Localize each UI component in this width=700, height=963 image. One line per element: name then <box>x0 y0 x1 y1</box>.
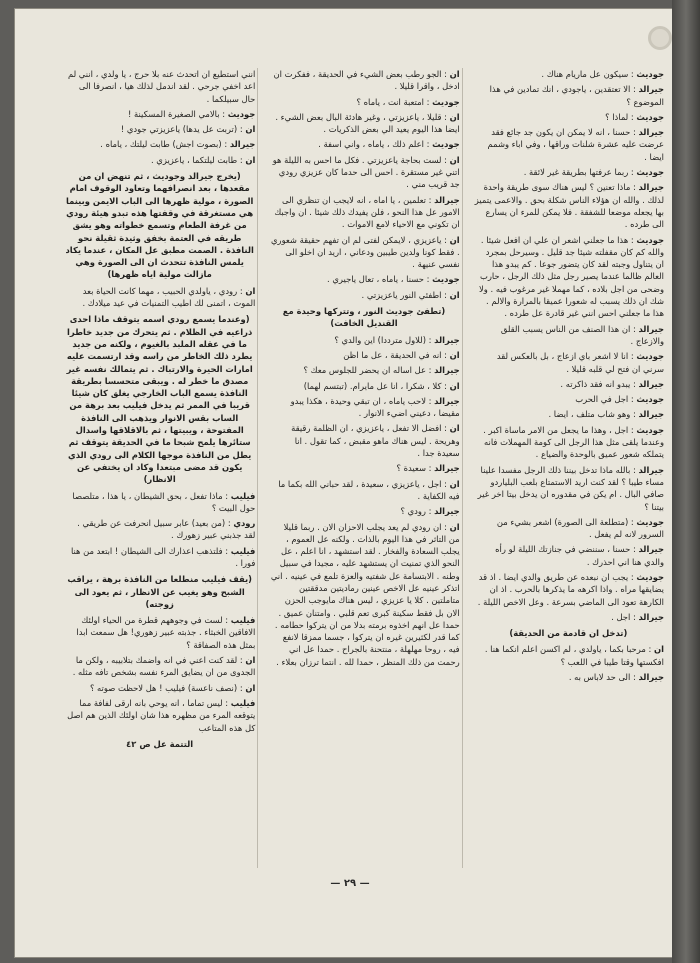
stage-direction: التتمة عل ص ٤٢ <box>126 738 194 749</box>
speaker-name: ان <box>245 682 256 693</box>
speaker-name: جيرالد <box>434 506 460 517</box>
speaker-name: جيرالد <box>638 611 664 622</box>
speaker-name: جوديث <box>636 394 664 405</box>
dialogue-text: سعيدة ؟ <box>396 463 426 474</box>
column-middle <box>266 68 462 868</box>
dialogue-text: اجل . <box>611 611 631 622</box>
dialogue-line: ان : اجل ، ياعزيزي ، سعيدة ، لقد حباني الله بكما ما فيه الكفاية . <box>278 478 460 501</box>
dialogue-text: لقد كنت اعني في انه واضمك بتلابيبه ، ولكن ما الجدوى من ان يضايق المرء نفسه بشخص تافه مثله . <box>72 655 256 678</box>
dialogue-text: انا لا اشعر باي ازعاج ، بل بالعكس لقد سرني ان فتح لي قلبه قليلا . <box>496 351 664 374</box>
dialogue-text: بالامي الصغيرة المسكينة ! <box>128 108 220 119</box>
stage-direction: (يقف فيليب منطلعا من النافذة برهة ، يراقب الشبح وهو يغيب عن الانظار ، ثم يعود الى زوجته) <box>67 574 252 609</box>
speaker-name: جوديث <box>432 139 460 150</box>
column-right <box>471 68 666 868</box>
speaker-name: جوديث <box>636 516 664 527</box>
dialogue-line: جوديث : هذا ما جعلني اشعر ان علي ان افعل شيئا . والله كم كان مقفلته شيئا جد قليل . وسيرحل بمجرد ان يتناول وجبته لقد كان يتضور جوعا . كم يبدو هذا العالم ظالما عندما يصير رجل مثل ذلك الرجل ، حارب وضحى من اجل بلاده ، كما مهملا غير مرغوب فيه . ولا شك ان ذلك يسبب له شعورا عميقا بالمرارة والالم . هذا ما جعلني احس انني غير قادرة عل طرده . <box>479 234 664 319</box>
dialogue-text: (بصوت اجش) طابت ليلتك ، ياماه . <box>100 139 222 150</box>
speaker-name: ان <box>449 234 460 245</box>
dialogue-text: (نصف ناعسة) فيليب ! هل لاحظت صوته ؟ <box>89 682 238 693</box>
dialogue-line: جيرالد : ان هذا الصنف من الناس يسبب القلق والازعاج . <box>500 323 664 346</box>
speaker-name: جيرالد <box>229 139 256 150</box>
dialogue-text: حسنا ، سننضي في جنازتك الليلة لو رأه والدي هنا اني احذرك . <box>495 544 664 567</box>
dialogue-line: ان : الجو رطب بعض الشيء في الحديقة ، ففكرت ان ادخل ، واقرا قليلا . <box>273 69 460 92</box>
speaker-name: جيرالد <box>434 334 460 345</box>
dialogue-text: ان رودي لم يعد يجلب الاحزان الان . ربما قليلا من التاثر في هذا اليوم بالذات . ولكنه عل العموم ، يجلب السعادة والفخار . لقد استشهد ، انا اعلم ، عل النحو الذي تمنيت ان يستشهد عليه ، مجيدا في سبيل وطنه . الابتسامة عل شفتيه والعزة تلمع في عينيه . اني اتذكر عينيه عل الاخص عينين رماديتين مدققتين متاملتين . كلا يا عزيزي ، ليس هناك مايوجب الحزن الان بل فقط سكينة كبرى تعم قلبي . وامتنان عميق . حمدا عل انهم اخذوه برمته بدلا من ان يتركوا حطامه . كما قدر لكثيرين غيره ان يتركوا ، جسما ممزقا لانفع فيه ، روحا مهلهلة ، منتحنة بالجراح . حمدا عل اني رحمت من ذلك المنظر ، حمدا لله . انتما ترزان بعلاء . <box>270 521 460 667</box>
dialogue-text: وهو شاب متلف ، ايضا . <box>548 409 631 420</box>
dialogue-text: كلا ، شكرا ، انا عل مايرام. (تبتسم لهما) <box>303 380 442 391</box>
dialogue-text: بالله ماذا تدخل بيننا ذلك الرجل مفسدا علينا مساء طيبا ؟ لقد كنت اريد الاستمتاع بلعب البلياردو صافي البال . ام يكن في مقدوره ان يدخل بيتا اخر غير بيتنا ؟ <box>477 464 664 512</box>
dialogue-text: اجل في الحرب <box>575 394 629 405</box>
dialogue-line: جيرالد : حسنا ، انه لا يمكن ان يكون جد جائع فقد عرضت عليه عشرة شلنات وراقها ، وفي اباء وشمم ايضا . <box>487 127 664 162</box>
dialogue-line: جوديث : حسنا ، ياماه ، تعال ياجيري . <box>327 274 460 285</box>
dialogue-line: جيرالد : حسنا ، سننضي في جنازتك الليلة لو رأه والدي هنا اني احذرك . <box>495 544 664 567</box>
dialogue-text: لماذا ؟ <box>605 111 629 122</box>
dialogue-line: ان : (نصف ناعسة) فيليب ! هل لاحظت صوته ؟ <box>89 682 256 693</box>
speaker-name: رودي <box>233 518 256 529</box>
page-number: — ٢٩ — <box>330 878 370 889</box>
dialogue-line: جوديث : بالامي الصغيرة المسكينة ! <box>128 108 256 119</box>
dialogue-text: الا تعتقدين ، ياجودي ، انك تمادين في هذا الموضوع ؟ <box>489 84 664 107</box>
dialogue-line: فيليب : فلتذهب اعذارك الى الشيطان ! ابتعد من هنا فورا . <box>70 545 256 568</box>
dialogue-text: سيكون عل ماريام هناك . <box>541 69 629 79</box>
dialogue-line: جوديث : امتعبة انت ، ياماه ؟ <box>356 96 460 107</box>
speaker-name: ان <box>449 478 460 489</box>
dialogue-text: لاحب ياماه ، ان تبقي وحيدة ، هكذا يبدو مقيضا ، دعيني اضيء الانوار . <box>290 395 460 419</box>
dialogue-line: جيرالد : (للاول مترددا) اين والدي ؟ <box>334 334 460 345</box>
dialogue-text: مرحبا بكما ، ياولدي ، لم اكسن اعلم انكما هنا . افكستها وقتا طيبا في اللعب ؟ <box>484 644 664 667</box>
dialogue-text: (تربت عل يدها) ياعزيزتي جودي ! <box>120 124 238 135</box>
speaker-name: جيرالد <box>434 365 460 376</box>
dialogue-text: اعلم ذلك ، ياماه ، واني اسفة . <box>318 139 424 150</box>
dialogue-text: (متطلعة الى الصورة) اشعر بشيء من السرور لانه لم يفعل . <box>496 516 664 540</box>
speaker-name: جوديث <box>636 351 664 362</box>
dialogue-line: جيرالد : الا تعتقدين ، ياجودي ، انك تمادين في هذا الموضوع ؟ <box>489 84 664 107</box>
dialogue-line <box>66 68 255 105</box>
dialogue-line: ان : افضل الا تفعل ، ياعزيزي ، ان الظلمة رقيقة وهريحة . ليس هناك ماهو مقبض ، كما تقول . انا سعيدة جدا . <box>291 423 460 459</box>
speaker-name: جوديث <box>432 274 460 285</box>
speaker-name: ان <box>449 154 460 165</box>
dialogue-text: اطفئي النور ياعزيزتي . <box>361 289 442 300</box>
dialogue-text: افضل الا تفعل ، ياعزيزي ، ان الظلمة رقيقة وهريحة . ليس هناك ماهو مقبض ، كما تقول . انا سعيدة جدا . <box>291 423 460 459</box>
text-columns <box>62 68 666 868</box>
dialogue-text: طابت ليلتكما ، ياعزيزي . <box>150 154 238 165</box>
dialogue-line: رودي : (من بعيد) عابر سبيل انحرفت عن طريقي . لقد جذبني عبير زهورك . <box>77 518 256 541</box>
dialogue-line: ان : مرحبا بكما ، ياولدي ، لم اكسن اعلم انكما هنا . افكستها وقتا طيبا في اللعب ؟ <box>484 644 664 667</box>
speaker-name: جوديث <box>636 571 664 582</box>
speaker-name: جيرالد <box>638 378 664 389</box>
dialogue-line: جيرالد : رودي ؟ <box>400 506 460 517</box>
speaker-name: جيرالد <box>638 127 664 138</box>
dialogue-text: حسنا ، ياماه ، تعال ياجيري . <box>327 274 424 285</box>
dialogue-line: جيرالد : يبدو انه فقد ذاكرته . <box>560 378 664 389</box>
speaker-name: ان <box>245 655 256 666</box>
dialogue-line: ان : لست بحاجة ياعزيزتي . فكل ما احس به الليلة هو اتني غير مستقرة . احس الى حدما كان عزيزي رودي جد قريب مني . <box>272 154 460 190</box>
speaker-name: ان <box>449 423 460 434</box>
dialogue-text: قليلا ، ياعزيزتي ، وغير هادئة البال بعض الشيء . ايضا هذا اليوم يعيد الي بعض الذكريات . <box>275 111 460 135</box>
speaker-name: جيرالد <box>434 395 460 406</box>
dialogue-text: يجب ان نبعده عن طريق والدي ايضا . اذ قد يضايقها مراه . واذا اكرهه ما يذكرها بالحرب . اذ ان الكارهة تعود الى الماضي بسرعة . وعل الاخص الليلة . <box>477 571 664 607</box>
dialogue-line: جيرالد : وهو شاب متلف ، ايضا . <box>548 409 664 420</box>
dialogue-line: ان : كلا ، شكرا ، انا عل مايرام. (تبتسم لهما) <box>303 380 460 391</box>
speaker-name: جيرالد <box>638 323 664 334</box>
dialogue-text: تعلمين ، يا اماه ، انه لايجب ان تنظري الى الامور عل هذا النحو ، فلن يفيدك ذلك شيئا . ان واجبك ان تكوني مع الاحياء لامع الاموات . <box>274 194 460 230</box>
dialogue-line: جوديث : اعلم ذلك ، ياماه ، واني اسفة . <box>318 139 460 150</box>
dialogue-text: الى حد لاباس به . <box>568 672 631 683</box>
dialogue-text: (للاول مترددا) اين والدي ؟ <box>334 334 426 345</box>
speaker-name: جوديث <box>636 424 664 435</box>
speaker-name: جوديث <box>636 234 664 245</box>
speaker-name: جيرالد <box>638 182 664 193</box>
dialogue-line: جوديث : انا لا اشعر باي ازعاج ، بل بالعكس لقد سرني ان فتح لي قلبه قليلا . <box>496 351 664 374</box>
speaker-name: جوديث <box>432 96 460 107</box>
speaker-name: جيرالد <box>638 464 664 475</box>
speaker-name: جوديث <box>636 167 664 178</box>
speaker-name: جيرالد <box>638 544 664 555</box>
speaker-name: ان <box>449 349 460 360</box>
dialogue-line: جيرالد : بالله ماذا تدخل بيننا ذلك الرجل مفسدا علينا مساء طيبا ؟ لقد كنت اريد الاستمتاع بلعب البلياردو صافي البال . ام يكن في مقدوره ان يدخل بيتا اخر غير بيتنا ؟ <box>477 464 664 512</box>
dialogue-text: ليس تماما ، انه يوحي بانه ارقى لفافة مما يتوقعه المرء من مظهره هذا شان اولئك الذين هم اصل كل هذه المتاعب <box>67 697 256 733</box>
dialogue-line: جيرالد : الى حد لاباس به . <box>568 672 664 683</box>
dialogue-line: جوديث : يجب ان نبعده عن طريق والدي ايضا . اذ قد يضايقها مراه . واذا اكرهه ما يذكرها بالحرب . اذ ان الكارهة تعود الى الماضي بسرعة . وعل الاخص الليلة . <box>477 571 664 607</box>
magazine-page <box>14 8 686 958</box>
dialogue-text: عل اساله ان يحضر للجلوس معك ؟ <box>303 365 426 376</box>
dialogue-text: ماذا تعنين ؟ ليس هناك سوى طريقة واحدة لذلك . والله ان هؤلاء الناس شكلة بحق . والاعمى يتميز بها يجعله موضعا للشفقة . فلا يمكن للمرء ان يسارع الى طرده . <box>474 182 664 230</box>
dialogue-text: فلتذهب اعذارك الى الشيطان ! ابتعد من هنا فورا . <box>70 545 256 568</box>
speaker-name: جوديث <box>636 111 664 122</box>
stage-direction: (يخرج جيرالد وجوديث ، ثم تنهض ان من مقعدها ، بعد انصرافهما وتعاود الوقوف امام الصورة ، مولية ظهرها الى الباب الايمن وبينما هي مستغرقة في وقفتها هذه تبدو هيئة رودي من غرفة الطعام وتسمع خطواته وهو يشق طريقه في العتمة بخفق وثيدة ثقيلة نحو النافذة . الصمت مطبق عل المكان ، عندما يكاد يلمس النافذة تتحدث ان الى الصورة وهي مازالت مولية اياه ظهرها) <box>65 171 254 280</box>
speaker-name: ان <box>449 521 460 532</box>
dialogue-line: جيرالد : عل اساله ان يحضر للجلوس معك ؟ <box>303 365 460 376</box>
dialogue-line: ان : اطفئي النور ياعزيزتي . <box>361 289 460 300</box>
dialogue-line: فيليب : ليس تماما ، انه يوحي بانه ارقى لفافة مما يتوقعه المرء من مظهره هذا شان اولئك الذين هم اصل كل هذه المتاعب <box>67 697 256 733</box>
dialogue-text: انني استطيع ان اتحدث عنه بلا حرج ، يا ولدي ، انني لم اعد اخفي جرحي . لقد اندمل لذلك هيا ، انصرفا الى حال سبيلكما . <box>68 69 256 104</box>
speaker-name: فيليب <box>230 545 256 556</box>
speaker-name: ان <box>245 124 256 135</box>
dialogue-line: جيرالد : لاحب ياماه ، ان تبقي وحيدة ، هكذا يبدو مقيضا ، دعيني اضيء الانوار . <box>290 395 460 419</box>
speaker-name: ان <box>449 69 460 79</box>
dialogue-line: جوديث : اجل في الحرب <box>575 394 664 405</box>
dialogue-line: فيليب : لست في وجوههم قطرة من الحياء اولئك الافاقين الخبثاء . جذبته عبير زهوري! هل سمعت ابدا بمثل هذه الصفاقة ؟ <box>76 615 256 650</box>
dialogue-text: لست في وجوههم قطرة من الحياء اولئك الافاقين الخبثاء . جذبته عبير زهوري! هل سمعت ابدا بمثل هذه الصفاقة ؟ <box>76 615 256 650</box>
dialogue-line: جوديث : اجل ، وهذا ما يجعل من الامر ماساة اكبر . وعندما يلقى مثل هذا الرجل الى كومة المهملات فانه يتملكه شعور عميق بالوحدة والضياع . <box>483 424 664 460</box>
dialogue-text: حسنا ، انه لا يمكن ان يكون جد جائع فقد عرضت عليه عشرة شلنات وراقها ، وفي اباء وشمم ايضا . <box>487 127 664 162</box>
dialogue-line: جوديث : (متطلعة الى الصورة) اشعر بشيء من السرور لانه لم يفعل . <box>496 516 664 540</box>
dialogue-line: ان : انه في الحديقة ، عل ما اظن <box>343 349 460 360</box>
speaker-name: ان <box>245 285 256 296</box>
speaker-name: جيرالد <box>434 463 460 474</box>
dialogue-line: جوديث : ربما عرفتها بطريقة غير لائقة . <box>523 167 664 178</box>
dialogue-line: ان : ياعزيزي ، لايمكن لفتى لم ان تفهم حقيقة شعوري . فقط كونا ولدين طيبين ودعاني ، اريد ان اخلو الى نفسي عنيهة . <box>270 234 460 270</box>
speaker-name: فيليب <box>230 615 256 626</box>
dialogue-text: ربما عرفتها بطريقة غير لائقة . <box>523 167 629 178</box>
dialogue-line: ان : ان رودي لم يعد يجلب الاحزان الان . ربما قليلا من التاثر في هذا اليوم بالذات . ولكنه عل العموم ، يجلب السعادة والفخار . لقد استشهد ، انا اعلم ، عل النحو الذي تمنيت ان يستشهد عليه ، مجيدا في سبيل وطنه . الابتسامة عل شفتيه والعزة تلمع في عينيه . اني اتذكر عينيه عل الاخص عينين رماديتين مدققتين متاملتين . كلا يا عزيزي ، ليس هناك مايوجب الحزن الان بل فقط سكينة كبرى تعم قلبي . وامتنان عميق . حمدا عل انهم اخذوه برمته بدلا من ان يتركوا حطامه . كما قدر لكثيرين غيره ان يتركوا ، جسما ممزقا لانفع فيه ، روحا مهلهلة ، منتحنة بالجراح . حمدا عل اني رحمت من ذلك المنظر ، حمدا لله . انتما ترزان بعلاء . <box>270 521 460 667</box>
speaker-name: جيرالد <box>434 194 460 205</box>
dialogue-text: (من بعيد) عابر سبيل انحرفت عن طريقي . لقد جذبني عبير زهورك . <box>77 518 256 541</box>
dialogue-line: ان : (تربت عل يدها) ياعزيزتي جودي ! <box>120 124 256 135</box>
dialogue-line: ان : لقد كنت اعني في انه واضمك بتلابيبه ، ولكن ما الجدوى من ان يضايق المرء نفسه بشخص تافه مثله . <box>72 655 256 678</box>
speaker-name: ان <box>449 289 460 300</box>
dialogue-text: رودي ، ياولدي الحبيب ، مهما كانت الحياة بعد الموت ، اتمنى لك اطيب التمنيات في عيد ميلادك . <box>82 285 256 309</box>
speaker-name: جوديث <box>636 69 664 79</box>
stage-direction: (تدخل ان قادمة من الحديقة) <box>509 628 628 639</box>
stage-direction: (تطفئ جوديث النور ، وتتركها وحيدة مع القنديل الخافت) <box>282 306 446 329</box>
dialogue-text: الجو رطب بعض الشيء في الحديقة ، ففكرت ان ادخل ، واقرا قليلا . <box>273 69 460 92</box>
speaker-name: ان <box>245 154 256 165</box>
dialogue-line: جيرالد : سعيدة ؟ <box>396 463 460 474</box>
dialogue-text: ان هذا الصنف من الناس يسبب القلق والازعاج . <box>500 323 664 346</box>
book-spine <box>672 0 700 963</box>
dialogue-line: جوديث : سيكون عل ماريام هناك . <box>541 69 664 79</box>
speaker-name: جوديث <box>227 108 256 119</box>
dialogue-line: جيرالد : ماذا تعنين ؟ ليس هناك سوى طريقة واحدة لذلك . والله ان هؤلاء الناس شكلة بحق . والاعمى يتميز بها يجعله موضعا للشفقة . فلا يمكن للمرء ان يسارع الى طرده . <box>474 182 664 230</box>
dialogue-text: هذا ما جعلني اشعر ان علي ان افعل شيئا . والله كم كان مقفلته شيئا جد قليل . وسيرحل بمجرد ان يتناول وجبته لقد كان يتضور جوعا . كم يبدو هذا العالم ظالما عندما يصير رجل مثل ذلك الرجل ، حارب وضحى من اجل بلاده ، كما مهملا غير مرغوب فيه . ولا شك ان ذلك يسبب له شعورا عميقا بالمرارة والالم . هذا ما جعلني احس انني غير قادرة عل طرده . <box>479 234 664 319</box>
column-left <box>62 68 258 868</box>
speaker-name: جيرالد <box>638 84 664 95</box>
dialogue-text: ماذا تفعل ، بحق الشيطان ، يا هذا ، متلصصا حول البيت ؟ <box>72 490 256 513</box>
dialogue-line: جيرالد : تعلمين ، يا اماه ، انه لايجب ان تنظري الى الامور عل هذا النحو ، فلن يفيدك ذلك شيئا . ان واجبك ان تكوني مع الاحياء لامع الاموات . <box>274 194 460 230</box>
speaker-name: ان <box>449 111 460 122</box>
dialogue-text: يبدو انه فقد ذاكرته . <box>560 378 631 389</box>
dialogue-line: ان : رودي ، ياولدي الحبيب ، مهما كانت الحياة بعد الموت ، اتمنى لك اطيب التمنيات في عيد ميلادك . <box>82 285 256 309</box>
dialogue-text: اجل ، ياعزيزي ، سعيدة ، لقد حباني الله بكما ما فيه الكفاية . <box>278 478 460 501</box>
dialogue-line: جوديث : لماذا ؟ <box>605 111 664 122</box>
dialogue-line: ان : قليلا ، ياعزيزتي ، وغير هادئة البال بعض الشيء . ايضا هذا اليوم يعيد الي بعض الذكريات . <box>275 111 460 135</box>
dialogue-line: ان : طابت ليلتكما ، ياعزيزي . <box>150 154 256 165</box>
dialogue-text: انه في الحديقة ، عل ما اظن <box>343 349 442 360</box>
dialogue-text: ياعزيزي ، لايمكن لفتى لم ان تفهم حقيقة شعوري . فقط كونا ولدين طيبين ودعاني ، اريد ان اخلو الى نفسي عنيهة . <box>270 234 460 270</box>
dialogue-line: جيرالد : (بصوت اجش) طابت ليلتك ، ياماه . <box>100 139 256 150</box>
dialogue-text: لست بحاجة ياعزيزتي . فكل ما احس به الليلة هو اتني غير مستقرة . احس الى حدما كان عزيزي رودي جد قريب مني . <box>272 154 460 190</box>
speaker-name: جيرالد <box>638 672 664 683</box>
dialogue-line: جيرالد : اجل . <box>611 611 664 622</box>
dialogue-text: اجل ، وهذا ما يجعل من الامر ماساة اكبر . وعندما يلقى مثل هذا الرجل الى كومة المهملات فانه يتملكه شعور عميق بالوحدة والضياع . <box>483 424 664 460</box>
speaker-name: فيليب <box>230 490 256 501</box>
speaker-name: فيليب <box>230 697 256 708</box>
binding-hole <box>648 26 672 50</box>
speaker-name: ان <box>653 644 664 655</box>
dialogue-line: فيليب : ماذا تفعل ، بحق الشيطان ، يا هذا ، متلصصا حول البيت ؟ <box>72 490 256 513</box>
dialogue-text: امتعبة انت ، ياماه ؟ <box>356 96 424 107</box>
stage-direction: (وعندما يسمع رودي اسمه يتوقف ماذا احدى ذراعيه في الظلام . ثم يتحرك من جديد خاطرا ما في عقله الملبد بالغيوم ، ولكنه من جديد يطرد ذلك الخاطر من راسه وقد ارتسمت عليه امارات الحيرة والارتباك . ثم يتمالك نفسه غير مصدق ما خطر له . ويبقى متحسسا بطريقة النافذة يسمع الباب الخارجي يغلق كان شيئا قريبا في الممر ثم يدخل فيليب بعد برهة من الساب بقس الانوار ويذهب الى النافذة المفتوحة ، ويبيتها ، ثم بالاقلاقها واسدال ستائرها يلمح شبحا ما في الحديقة يتوقف ثم يطل من النافذة موجها الكلام الى رودي الذي يكون قد مضى مبتعدا وكاد ان يختفي عن الانظار) <box>66 314 253 485</box>
dialogue-text: رودي ؟ <box>400 506 426 517</box>
speaker-name: جيرالد <box>638 409 664 420</box>
speaker-name: ان <box>449 380 460 391</box>
